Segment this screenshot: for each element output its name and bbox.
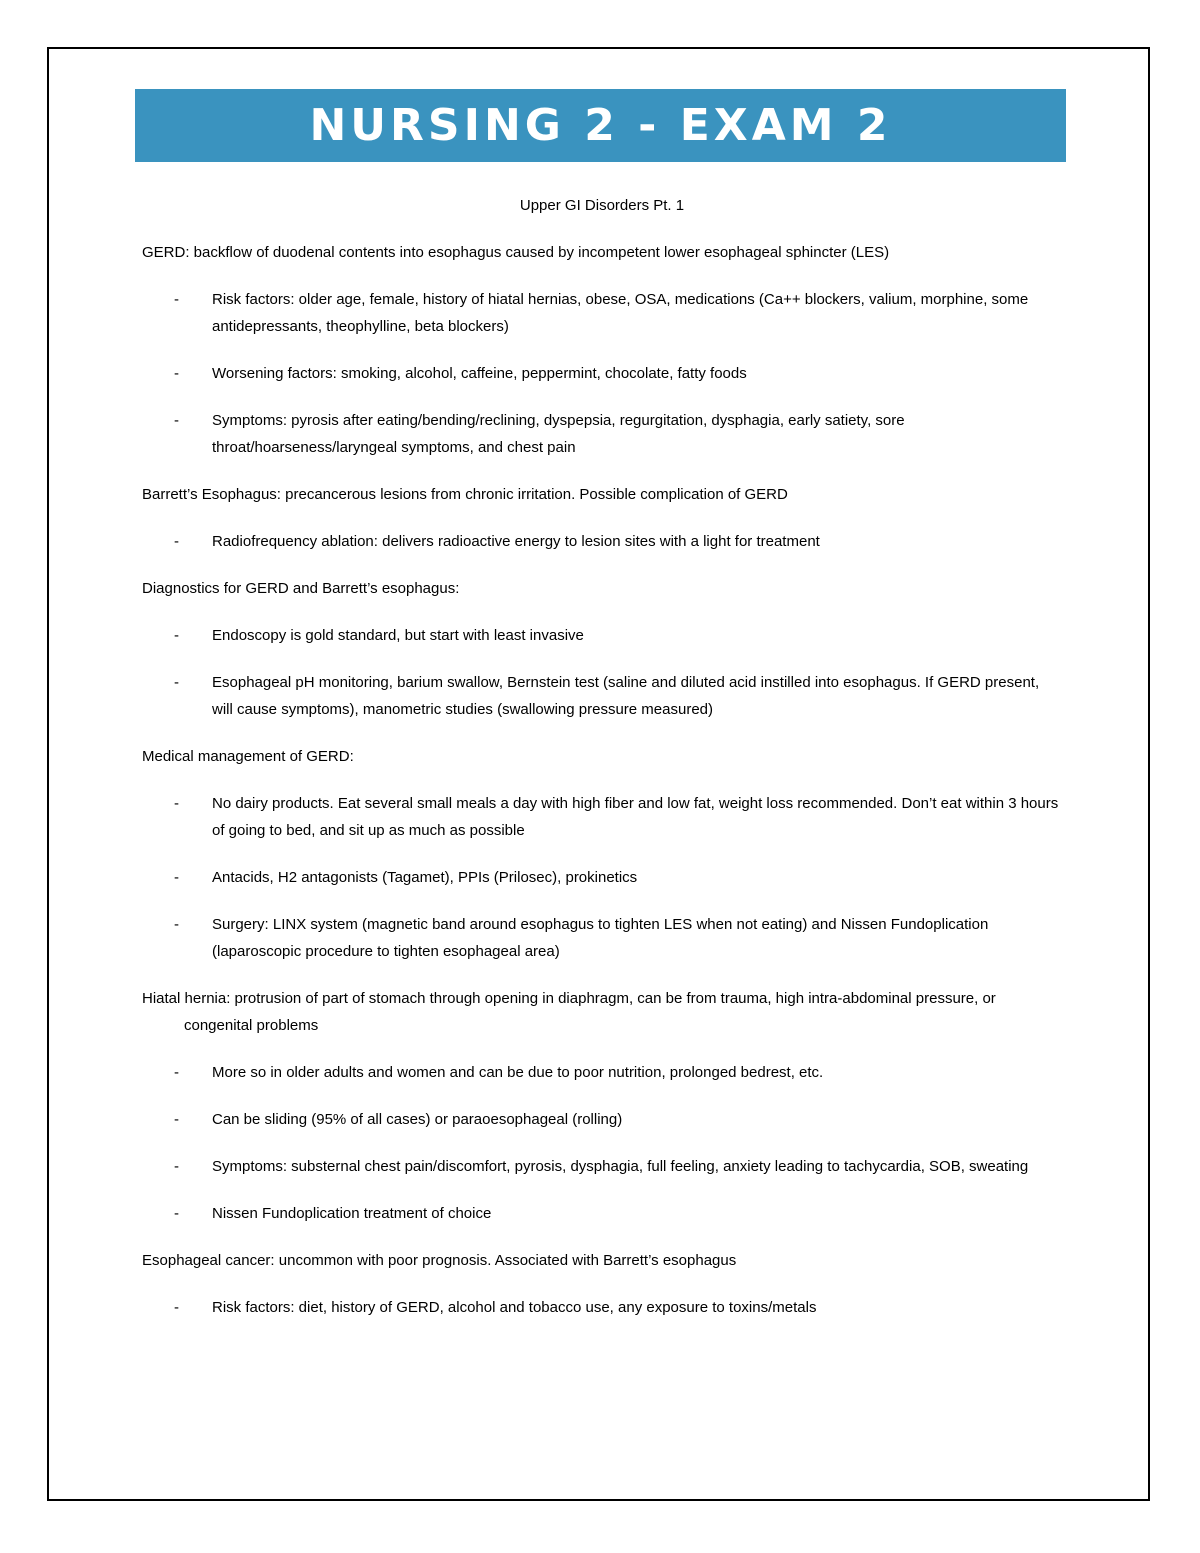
dash-bullet: - bbox=[174, 1111, 179, 1128]
document-subtitle: Upper GI Disorders Pt. 1 bbox=[519, 197, 685, 214]
list-item: - Worsening factors: smoking, alcohol, caffeine, peppermint, chocolate, fatty foods bbox=[142, 360, 1062, 387]
dash-bullet: - bbox=[174, 869, 179, 886]
bullet-list-management bbox=[142, 790, 1062, 965]
dash-bullet: - bbox=[174, 533, 179, 550]
list-item: - Symptoms: substernal chest pain/discomfort, pyrosis, dysphagia, full feeling, anxiety leading to tachycardia, SOB, sweating bbox=[142, 1153, 1062, 1180]
dash-bullet: - bbox=[174, 412, 179, 429]
list-item: - Risk factors: diet, history of GERD, alcohol and tobacco use, any exposure to toxins/metals bbox=[142, 1294, 1062, 1321]
dash-bullet: - bbox=[174, 1205, 179, 1222]
list-item: - Symptoms: pyrosis after eating/bending/reclining, dyspepsia, regurgitation, dysphagia, early satiety, sore throat/hoarseness/laryngeal symptoms, and chest pain bbox=[142, 407, 1062, 461]
dash-bullet: - bbox=[174, 365, 179, 382]
title-banner bbox=[135, 89, 1066, 162]
bullet-list-esophageal-cancer bbox=[142, 1294, 1062, 1321]
list-item: - Antacids, H2 antagonists (Tagamet), PPIs (Prilosec), prokinetics bbox=[142, 864, 1062, 891]
dash-bullet: - bbox=[174, 627, 179, 644]
list-item: - Esophageal pH monitoring, barium swallow, Bernstein test (saline and diluted acid instilled into esophagus. If GERD present, will cause symptoms), manometric studies (swallowing pressure measured) bbox=[142, 669, 1062, 723]
page-title: NURSING 2 - EXAM 2 bbox=[309, 99, 892, 151]
section-heading-barretts: Barrett’s Esophagus: precancerous lesions from chronic irritation. Possible complication of GERD bbox=[142, 486, 788, 503]
bullet-list-gerd bbox=[142, 286, 1062, 461]
bullet-list-hiatal-hernia bbox=[142, 1059, 1062, 1227]
dash-bullet: - bbox=[174, 1158, 179, 1175]
dash-bullet: - bbox=[174, 674, 179, 691]
bullet-list-diagnostics bbox=[142, 622, 1062, 723]
list-item: - Surgery: LINX system (magnetic band around esophagus to tighten LES when not eating) and Nissen Fundoplication (laparoscopic procedure to tighten esophageal area) bbox=[142, 911, 1062, 965]
bullet-list-barretts bbox=[142, 528, 1062, 555]
dash-bullet: - bbox=[174, 291, 179, 308]
dash-bullet: - bbox=[174, 916, 179, 933]
list-item: - Radiofrequency ablation: delivers radioactive energy to lesion sites with a light for treatment bbox=[142, 528, 1062, 555]
section-heading-management: Medical management of GERD: bbox=[142, 748, 354, 765]
dash-bullet: - bbox=[174, 795, 179, 812]
list-item: - Can be sliding (95% of all cases) or paraoesophageal (rolling) bbox=[142, 1106, 1062, 1133]
list-item: - Endoscopy is gold standard, but start with least invasive bbox=[142, 622, 1062, 649]
section-heading-gerd: GERD: backflow of duodenal contents into esophagus caused by incompetent lower esophageal sphincter (LES) bbox=[142, 244, 890, 261]
list-item: - Nissen Fundoplication treatment of choice bbox=[142, 1200, 1062, 1227]
dash-bullet: - bbox=[174, 1299, 179, 1316]
section-heading-diagnostics: Diagnostics for GERD and Barrett’s esophagus: bbox=[142, 580, 460, 597]
document-body bbox=[142, 192, 1062, 1341]
section-heading-hiatal-hernia: Hiatal hernia: protrusion of part of stomach through opening in diaphragm, can be from trauma, high intra-abdominal pressure, or congenital problems bbox=[142, 990, 996, 1034]
dash-bullet: - bbox=[174, 1064, 179, 1081]
list-item: - More so in older adults and women and can be due to poor nutrition, prolonged bedrest, etc. bbox=[142, 1059, 1062, 1086]
list-item: - No dairy products. Eat several small meals a day with high fiber and low fat, weight loss recommended. Don’t eat within 3 hours of going to bed, and sit up as much as possible bbox=[142, 790, 1062, 844]
list-item: - Risk factors: older age, female, history of hiatal hernias, obese, OSA, medications (Ca++ blockers, valium, morphine, some antidepressants, theophylline, beta blockers) bbox=[142, 286, 1062, 340]
section-heading-esophageal-cancer: Esophageal cancer: uncommon with poor prognosis. Associated with Barrett’s esophagus bbox=[142, 1252, 737, 1269]
